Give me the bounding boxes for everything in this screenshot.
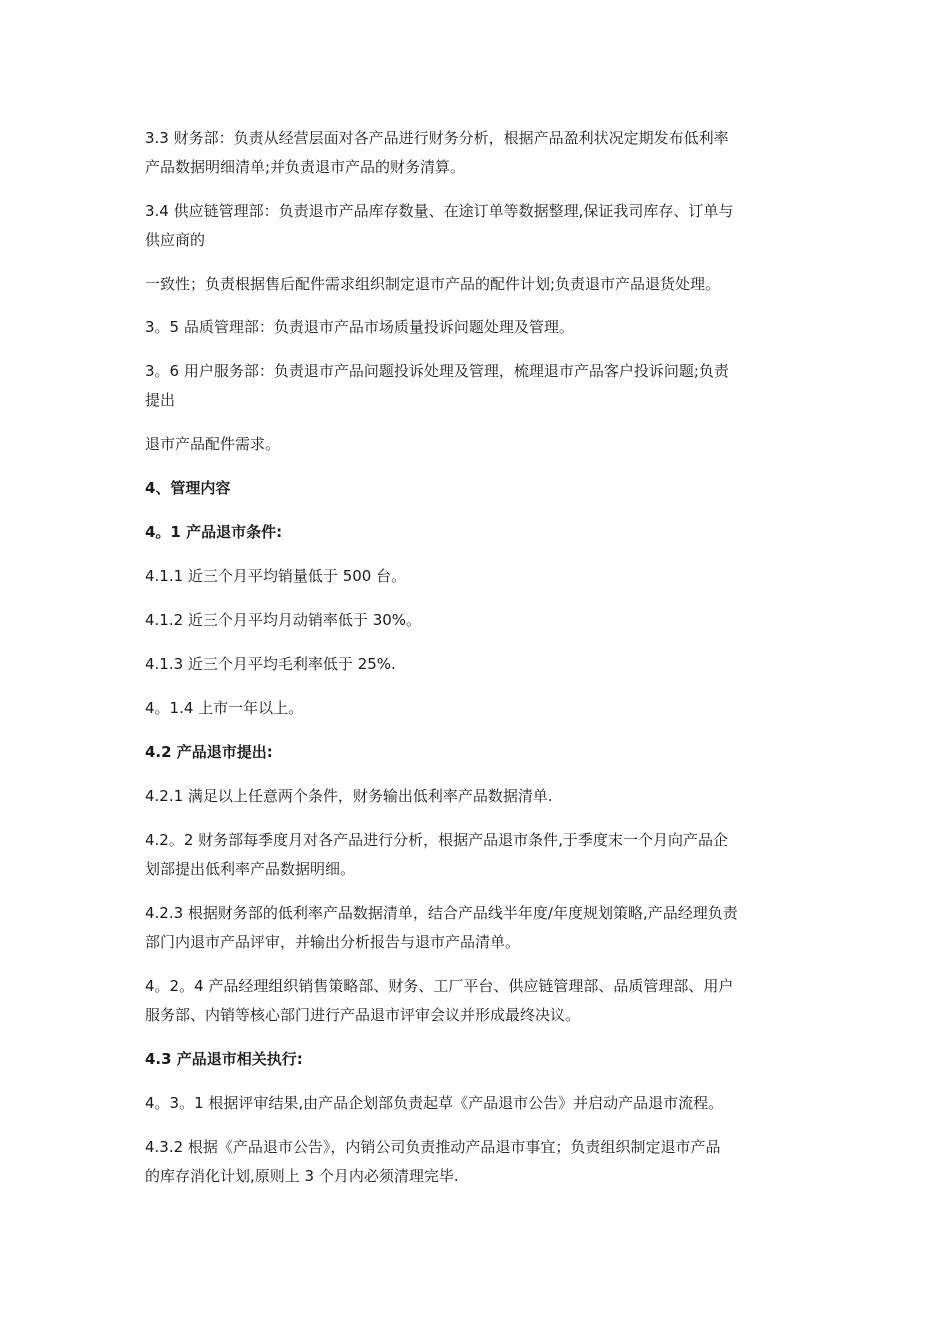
text-line: 一致性；负责根据售后配件需求组织制定退市产品的配件计划;负责退市产品退货处理。: [145, 275, 721, 293]
text-line: 部门内退市产品评审，并输出分析报告与退市产品清单。: [145, 933, 521, 951]
paragraph-4-2-4: [145, 972, 810, 1030]
text-line: 4.1.1 近三个月平均销量低于 500 台。: [145, 567, 407, 585]
text-line: 服务部、内销等核心部门进行产品退市评审会议并形成最终决议。: [145, 1006, 581, 1024]
paragraph-3-5-quality: [145, 313, 810, 342]
text-line: 3。6 用户服务部：负责退市产品问题投诉处理及管理，梳理退市产品客户投诉问题;负责: [145, 362, 729, 380]
text-line: 4。2。4 产品经理组织销售策略部、财务、工厂平台、供应链管理部、品质管理部、用户: [145, 977, 734, 995]
paragraph-3-4-continued: [145, 270, 810, 299]
paragraph-4-2-1: [145, 782, 810, 811]
subsection-heading-4-3: [145, 1045, 810, 1074]
text-line: 提出: [145, 391, 176, 409]
text-line: 4.2。2 财务部每季度月对各产品进行分析，根据产品退市条件,于季度末一个月向产品企: [145, 831, 728, 849]
paragraph-4-1-1: [145, 562, 810, 591]
paragraph-3-6-continued: [145, 430, 810, 459]
paragraph-3-4-supply-chain: [145, 197, 810, 255]
text-line: 4。3。1 根据评审结果,由产品企划部负责起草《产品退市公告》并启动产品退市流程。: [145, 1094, 724, 1112]
text-line: 退市产品配件需求。: [145, 435, 281, 453]
text-line: 的库存消化计划,原则上 3 个月内必须清理完毕.: [145, 1167, 459, 1185]
text-line: 4.3.2 根据《产品退市公告》，内销公司负责推动产品退市事宜；负责组织制定退市产品: [145, 1138, 721, 1156]
text-line: 4.1.2 近三个月平均月动销率低于 30%。: [145, 611, 422, 629]
subsection-heading-4-1: [145, 518, 810, 547]
paragraph-4-1-3: [145, 650, 810, 679]
text-line: 供应商的: [145, 231, 206, 249]
section-heading-4: [145, 474, 810, 503]
heading-text: 4.3 产品退市相关执行:: [145, 1050, 303, 1068]
subsection-heading-4-2: [145, 738, 810, 767]
paragraph-4-1-2: [145, 606, 810, 635]
paragraph-3-3-finance: [145, 124, 810, 182]
paragraph-4-3-2: [145, 1133, 810, 1191]
text-line: 3.4 供应链管理部：负责退市产品库存数量、在途订单等数据整理,保证我司库存、订单与: [145, 202, 734, 220]
heading-text: 4、管理内容: [145, 479, 231, 497]
text-line: 4.1.3 近三个月平均毛利率低于 25%.: [145, 655, 396, 673]
text-line: 产品数据明细清单;并负责退市产品的财务清算。: [145, 158, 466, 176]
text-line: 4。1.4 上市一年以上。: [145, 699, 304, 717]
text-line: 划部提出低利率产品数据明细。: [145, 860, 356, 878]
text-line: 4.2.1 满足以上任意两个条件，财务输出低利率产品数据清单.: [145, 787, 553, 805]
paragraph-4-2-3: [145, 899, 810, 957]
paragraph-4-3-1: [145, 1089, 810, 1118]
paragraph-4-1-4: [145, 694, 810, 723]
paragraph-3-6-user-service: [145, 357, 810, 415]
text-line: 3。5 品质管理部：负责退市产品市场质量投诉问题处理及管理。: [145, 318, 574, 336]
heading-text: 4。1 产品退市条件:: [145, 523, 283, 541]
paragraph-4-2-2: [145, 826, 810, 884]
text-line: 4.2.3 根据财务部的低利率产品数据清单，结合产品线半年度/年度规划策略,产品经理负责: [145, 904, 738, 922]
heading-text: 4.2 产品退市提出:: [145, 743, 273, 761]
text-line: 3.3 财务部：负责从经营层面对各产品进行财务分析，根据产品盈利状况定期发布低利率: [145, 129, 729, 147]
